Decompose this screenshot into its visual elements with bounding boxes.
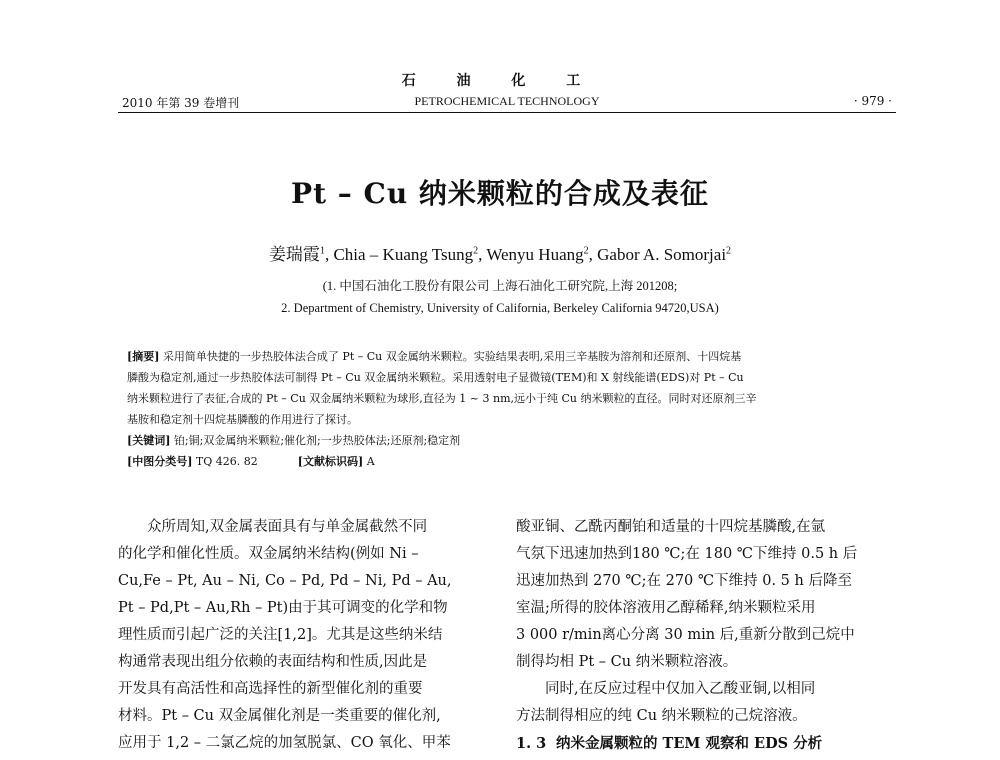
author-name: 姜瑞霞 xyxy=(268,245,320,264)
paragraph-line: 众所周知,双金属表面具有与单金属截然不同 xyxy=(147,519,428,535)
page-number: · 979 · xyxy=(853,94,892,108)
running-header xyxy=(122,94,892,112)
author xyxy=(486,245,593,264)
body-column-right xyxy=(516,514,900,757)
doc-code-label: [文献标识码] xyxy=(297,455,364,468)
section-number: 1. 3 xyxy=(516,735,547,752)
paragraph-line: Cu,Fe – Pt, Au – Ni, Co – Pd, Pd – Ni, Pd – Au, xyxy=(118,573,452,589)
author-separator: , xyxy=(324,245,330,264)
author-name: Wenyu Huang xyxy=(486,245,584,264)
paragraph-line: 的化学和催化性质。双金属纳米结构(例如 Ni – xyxy=(118,546,419,562)
abstract-block xyxy=(127,346,887,472)
author-list xyxy=(0,240,1000,265)
keywords-text: 铂;铜;双金属纳米颗粒;催化剂;一步热胶体法;还原剂;稳定剂 xyxy=(173,434,461,447)
abstract-line: 基胺和稳定剂十四烷基膦酸的作用进行了探讨。 xyxy=(127,413,358,426)
issue-info: 2010 年第 39 卷增刊 xyxy=(122,96,240,110)
paragraph-line: 应用于 1,2 – 二氯乙烷的加氢脱氯、CO 氧化、甲苯 xyxy=(118,735,451,751)
keywords-label: [关键词] xyxy=(127,434,171,447)
journal-name-cn: 石 油 化 工 xyxy=(401,73,599,89)
section-heading xyxy=(516,730,900,757)
paragraph-line: 开发具有高活性和高选择性的新型催化剂的重要 xyxy=(118,681,423,697)
author-affiliation-mark: 2 xyxy=(473,245,479,257)
article-title: Pt – Cu 纳米颗粒的合成及表征 xyxy=(291,177,709,210)
author-name: Chia – Kuang Tsung xyxy=(333,245,474,264)
paragraph-line: Pt – Pd,Pt – Au,Rh – Pt)由于其可调变的化学和物 xyxy=(118,600,448,616)
author-affiliation-mark: 1 xyxy=(319,245,325,257)
author-name: Gabor A. Somorjai xyxy=(597,245,727,264)
paragraph-line: 材料。Pt – Cu 双金属催化剂是一类重要的催化剂, xyxy=(118,708,441,724)
paragraph-line: 迅速加热到 270 ℃;在 270 ℃下维持 0. 5 h 后降至 xyxy=(516,573,852,589)
body-column-left xyxy=(118,514,502,757)
author-affiliation-mark: 2 xyxy=(583,245,589,257)
section-title: 纳米金属颗粒的 TEM 观察和 EDS 分析 xyxy=(556,735,823,752)
author-separator: , xyxy=(588,245,593,264)
author-affiliation-mark: 2 xyxy=(726,245,732,257)
keywords-line xyxy=(127,430,887,451)
paragraph-line: 气氛下迅速加热到180 ℃;在 180 ℃下维持 0.5 h 后 xyxy=(516,546,858,562)
author xyxy=(269,245,329,264)
affiliation-2: 2. Department of Chemistry, University of California, Berkeley California 94720,USA) xyxy=(281,301,719,315)
affiliation-1: (1. 中国石油化工股份有限公司 上海石油化工研究院,上海 201208; xyxy=(322,279,678,293)
abstract-line xyxy=(127,346,887,367)
journal-name-en: PETROCHEMICAL TECHNOLOGY xyxy=(414,94,600,108)
header-rule xyxy=(118,112,896,113)
paragraph-line: 酸亚铜、乙酰丙酮铂和适量的十四烷基膦酸,在氩 xyxy=(516,519,826,535)
paragraph-line: 3 000 r/min离心分离 30 min 后,重新分散到己烷中 xyxy=(516,627,855,643)
abstract-line: 纳米颗粒进行了表征,合成的 Pt – Cu 双金属纳米颗粒为球形,直径为 1 ~ 3 nm,远小于纯 Cu 纳米颗粒的直径。同时对还原剂三辛 xyxy=(127,392,757,405)
classification-line xyxy=(127,451,887,472)
abstract-line: 膦酸为稳定剂,通过一步热胶体法可制得 Pt – Cu 双金属纳米颗粒。采用透射电子显微镜(TEM)和 X 射线能谱(EDS)对 Pt – Cu xyxy=(127,371,744,384)
paragraph-line: 同时,在反应过程中仅加入乙酸亚铜,以相同 xyxy=(545,681,816,697)
paragraph-line: 制得均相 Pt – Cu 纳米颗粒溶液。 xyxy=(516,654,738,670)
author xyxy=(333,245,482,264)
class-label: [中图分类号] xyxy=(127,455,193,468)
author xyxy=(597,245,731,264)
abstract-text: 采用简单快捷的一步热胶体法合成了 Pt – Cu 双金属纳米颗粒。实验结果表明,采用三辛基胺为溶剂和还原剂、十四烷基 xyxy=(162,350,742,363)
doc-code: A xyxy=(366,455,375,468)
paragraph-line: 方法制得相应的纯 Cu 纳米颗粒的己烷溶液。 xyxy=(516,708,807,724)
class-code: TQ 426. 82 xyxy=(195,455,258,468)
author-separator: , xyxy=(478,245,483,264)
paragraph-line: 理性质而引起广泛的关注[1,2]。尤其是这些纳米结 xyxy=(118,627,443,643)
paragraph-line: 室温;所得的胶体溶液用乙醇稀释,纳米颗粒采用 xyxy=(516,600,816,616)
abstract-label: [摘要] xyxy=(127,350,160,363)
paragraph-line: 构通常表现出组分依赖的表面结构和性质,因此是 xyxy=(118,654,428,670)
